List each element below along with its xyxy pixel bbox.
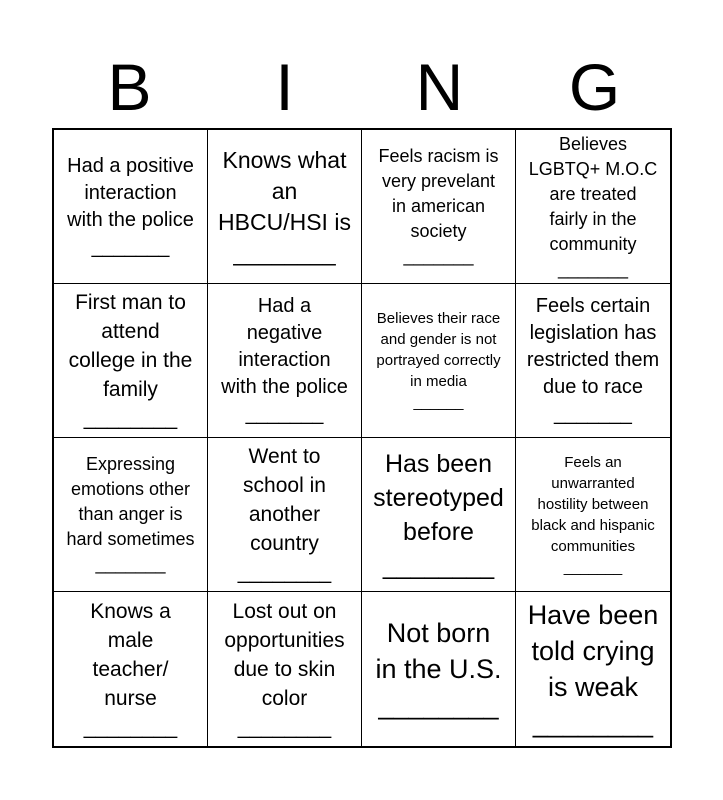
cell-text: Went to school in another country ________ [237, 445, 332, 584]
bingo-cell[interactable] [362, 130, 516, 284]
cell-text: Feels racism is very prevelant in american society _______ [378, 146, 499, 266]
bingo-cell[interactable] [362, 438, 516, 592]
cell-text: Not born in the U.S. ________ [375, 618, 502, 720]
bingo-cell[interactable] [54, 592, 208, 746]
bingo-cell[interactable] [516, 438, 670, 592]
bingo-cell[interactable] [516, 130, 670, 284]
bingo-cell[interactable] [54, 438, 208, 592]
cell-text: Believes their race and gender is not portrayed correctly in media ______ [376, 310, 501, 411]
bingo-grid [52, 128, 672, 748]
cell-text: Had a positive interaction with the police _______ [67, 154, 194, 258]
bingo-cell[interactable] [208, 438, 362, 592]
cell-text: Feels certain legislation has restricted them due to race _______ [526, 295, 660, 425]
bingo-cell[interactable] [516, 592, 670, 746]
cell-text: Knows a male teacher/ nurse ________ [83, 599, 178, 739]
header-letter-n: N [415, 50, 464, 124]
cell-text: Believes LGBTQ+ M.O.C are treated fairly in the community _______ [528, 133, 658, 279]
cell-text: Has been stereotyped before ________ [373, 449, 504, 580]
cell-text: First man to attend college in the family ________ [68, 291, 193, 430]
cell-text: Have been told crying is weak ________ [527, 600, 659, 738]
bingo-cell[interactable] [516, 284, 670, 438]
bingo-cell[interactable] [362, 592, 516, 746]
cell-text: Had a negative interaction with the police _______ [221, 295, 348, 425]
bingo-cell[interactable] [54, 284, 208, 438]
cell-text: Knows what an HBCU/HSI is ________ [218, 146, 351, 266]
bingo-cell[interactable] [208, 592, 362, 746]
bingo-cell[interactable] [208, 284, 362, 438]
cell-text: Expressing emotions other than anger is hard sometimes _______ [66, 454, 195, 574]
bingo-cell[interactable] [362, 284, 516, 438]
header-letter-i: I [275, 50, 294, 124]
header-letter-b: B [107, 50, 152, 124]
bingo-cell[interactable] [208, 130, 362, 284]
bingo-header [52, 50, 672, 125]
header-letter-g: G [568, 50, 621, 124]
bingo-cell[interactable] [54, 130, 208, 284]
cell-text: Feels an unwarranted hostility between black and hispanic communities _______ [531, 453, 655, 576]
cell-text: Lost out on opportunities due to skin color ________ [224, 599, 345, 739]
